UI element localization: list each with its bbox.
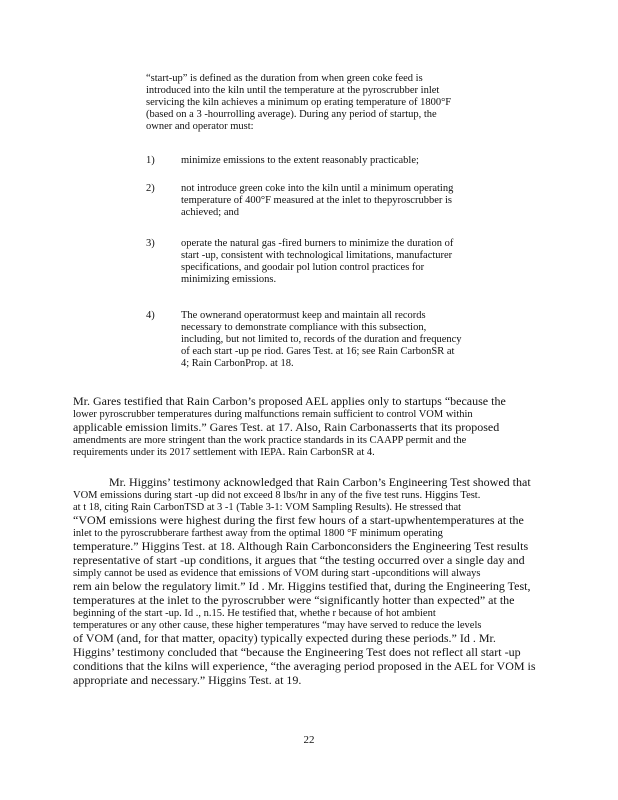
paragraph-line: appropriate and necessary.” Higgins Test. at 19.: [73, 673, 302, 687]
item-line: including, but not limited to, records of the duration and frequency: [181, 334, 462, 345]
paragraph-line: temperatures or any other cause, these higher temperatures “may have served to reduce the levels: [73, 620, 482, 631]
item-line: 4; Rain CarbonProp. at 18.: [181, 358, 294, 369]
item-line: achieved; and: [181, 207, 240, 218]
item-number: 1): [146, 155, 155, 166]
definition-line: (based on a 3 -hourrolling average). During any period of startup, the: [146, 109, 437, 120]
definition-line: servicing the kiln achieves a minimum op erating temperature of 1800°F: [146, 97, 452, 108]
paragraph-line: applicable emission limits.” Gares Test. at 17. Also, Rain Carbonasserts that its proposed: [73, 420, 500, 434]
paragraph-line: Higgins’ testimony concluded that “because the Engineering Test does not reflect all start -up: [73, 645, 521, 659]
paragraph-line: lower pyroscrubber temperatures during malfunctions remain sufficient to control VOM within: [73, 409, 473, 420]
item-line: The ownerand operatormust keep and maintain all records: [181, 310, 426, 321]
paragraph-line: at t 18, citing Rain CarbonTSD at 3 -1 (Table 3-1: VOM Sampling Results). He stressed that: [73, 502, 462, 513]
paragraph-line: Mr. Higgins’ testimony acknowledged that Rain Carbon’s Engineering Test showed that: [109, 475, 531, 489]
item-line: operate the natural gas -fired burners to minimize the duration of: [181, 238, 454, 249]
page-number: 22: [303, 734, 315, 746]
paragraph-line: rem ain below the regulatory limit.” Id . Mr. Higgins testified that, during the Engineering Test,: [73, 579, 531, 593]
item-line: minimizing emissions.: [181, 274, 277, 285]
paragraph-line: simply cannot be used as evidence that emissions of VOM during start -upconditions will always: [73, 568, 481, 579]
paragraph-line: of VOM (and, for that matter, opacity) typically expected during these periods.” Id . Mr.: [73, 631, 496, 645]
item-line: not introduce green coke into the kiln until a minimum operating: [181, 183, 454, 194]
item-line: necessary to demonstrate compliance with this subsection,: [181, 322, 427, 333]
paragraph-line: representative of start -up conditions, it argues that “the testing occurred over a single day and: [73, 553, 525, 567]
paragraph-line: VOM emissions during start -up did not exceed 8 lbs/hr in any of the five test runs. Higgins Test.: [73, 490, 481, 501]
paragraph-line: beginning of the start -up. Id ., n.15. He testified that, whethe r because of hot ambient: [73, 608, 436, 619]
definition-line: introduced into the kiln until the temperature at the pyroscrubber inlet: [146, 85, 440, 96]
paragraph-line: “VOM emissions were highest during the first few hours of a start-upwhentemperatures at the: [73, 513, 524, 527]
item-number: 3): [146, 238, 155, 249]
item-line: temperature of 400°F measured at the inlet to thepyroscrubber is: [181, 195, 452, 206]
item-line: minimize emissions to the extent reasonably practicable;: [181, 155, 419, 166]
item-number: 4): [146, 310, 155, 321]
paragraph-line: temperatures at the inlet to the pyroscrubber were “significantly hotter than expected” at the: [73, 593, 515, 607]
item-line: specifications, and goodair pol lution control practices for: [181, 262, 425, 273]
item-number: 2): [146, 183, 155, 194]
paragraph-line: conditions that the kilns will experience, “the averaging period proposed in the AEL for VOM is: [73, 659, 536, 673]
paragraph-line: temperature.” Higgins Test. at 18. Although Rain Carbonconsiders the Engineering Test results: [73, 539, 529, 553]
paragraph-line: inlet to the pyroscrubberare farthest away from the optimal 1800 °F minimum operating: [73, 528, 443, 539]
paragraph-line: Mr. Gares testified that Rain Carbon’s proposed AEL applies only to startups “because the: [73, 394, 506, 408]
paragraph-line: amendments are more stringent than the work practice standards in its CAAPP permit and the: [73, 435, 467, 446]
definition-line: owner and operator must:: [146, 121, 254, 132]
item-line: of each start -up pe riod. Gares Test. at 16; see Rain CarbonSR at: [181, 346, 455, 357]
paragraph-line: requirements under its 2017 settlement with IEPA. Rain CarbonSR at 4.: [73, 447, 375, 458]
definition-line: “start-up” is defined as the duration from when green coke feed is: [146, 73, 423, 84]
item-line: start -up, consistent with technological limitations, manufacturer: [181, 250, 453, 261]
